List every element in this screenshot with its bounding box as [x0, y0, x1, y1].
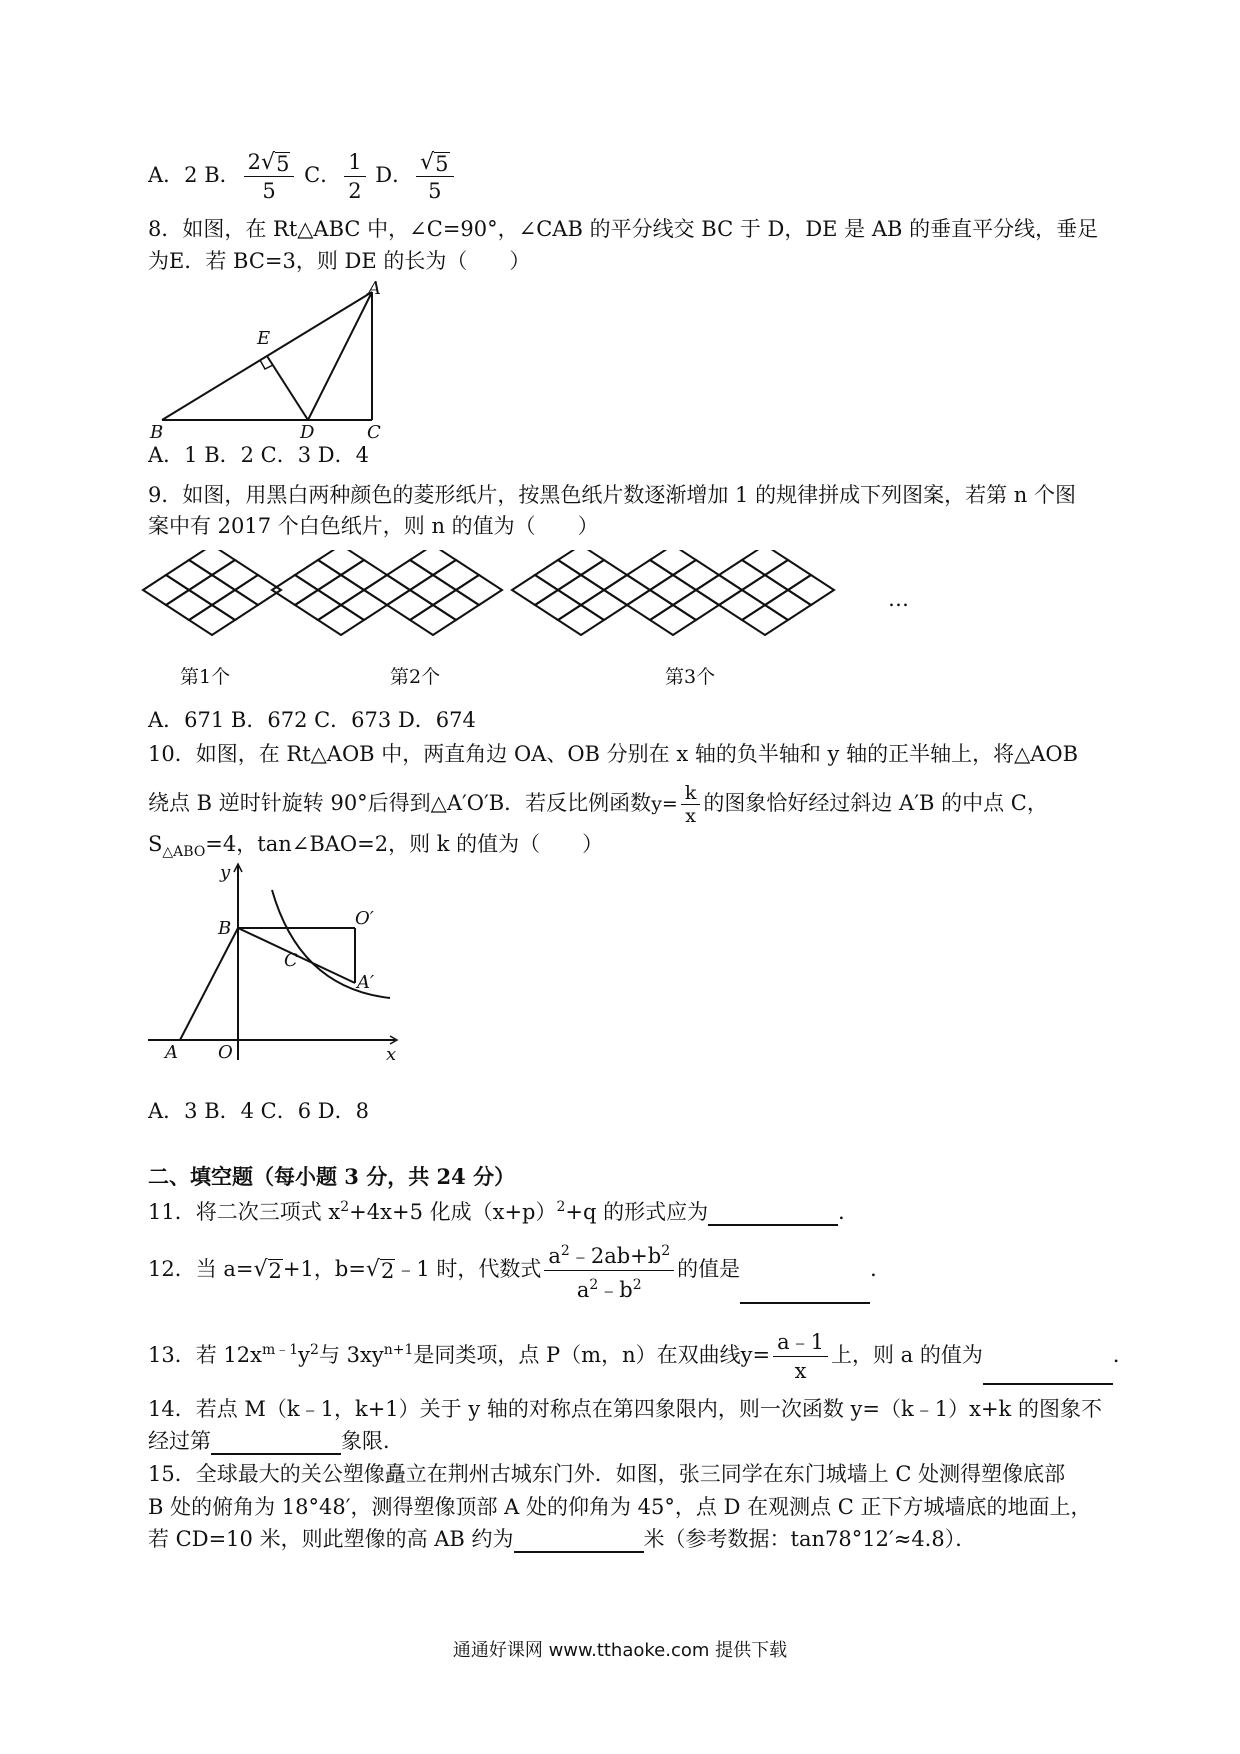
p3-rhombus: [765, 560, 811, 590]
p3-rhombus: [673, 560, 719, 590]
q10-options: A．3 B．4 C．6 D．8: [148, 1099, 369, 1123]
p3-rhombus: [650, 550, 696, 575]
p3-rhombus: [742, 575, 788, 605]
p3-rhombus: [558, 575, 604, 605]
p3-rhombus: [650, 605, 696, 635]
q11: 11．将二次三项式 $x^2+4x+5$ 化成$(x+p)^2+q$ 的形式应为 ．: [148, 1199, 860, 1224]
q7-option-a: A．2: [148, 163, 198, 187]
q8-label-d: D: [300, 422, 315, 440]
q10-label-x: x: [386, 1044, 397, 1065]
p1-rhombus: [143, 575, 189, 605]
p3-rhombus: [696, 575, 742, 605]
q10-line2: 绕点 B 逆时针旋转 90°后得到△A′O′B．若反比例函数y= $\frac{k}{x}$ 的图象恰好经过斜边 A′B 的中点 C，: [148, 782, 1048, 827]
p2-rhombus: [410, 605, 456, 635]
q15-line3: 若 CD=10 米，则此塑像的高 AB 约为 米（参考数据：tan78°12′≈4.8）．: [148, 1527, 977, 1551]
q10-k-over-x: $\frac{k}{x}$: [681, 782, 701, 827]
q9-caption-1: 第1个: [180, 666, 231, 688]
p3-rhombus: [788, 575, 834, 605]
q8-label-e: E: [257, 328, 271, 349]
q13-hyperbola-fraction: $\frac{a﹣1}{x}$: [773, 1328, 828, 1385]
p3-rhombus: [742, 605, 788, 635]
p3-rhombus: [558, 605, 604, 635]
p1-rhombus: [212, 560, 258, 590]
p2-rhombus: [272, 575, 318, 605]
p2-rhombus: [433, 590, 479, 620]
q7-options: [148, 148, 457, 205]
p2-rhombus: [295, 560, 341, 590]
p3-rhombus: [535, 560, 581, 590]
section2-heading: 二、填空题（每小题 3 分，共 24 分）: [148, 1164, 516, 1189]
p2-rhombus: [387, 560, 433, 590]
q7-option-b-fraction: 2 √ 5 5: [244, 148, 295, 205]
p2-rhombus: [410, 550, 456, 575]
q15-line2: B 处的俯角为 18°48′，测得塑像顶部 A 处的仰角为 45°，点 D 在观测点 C 正下方城墙底的地面上，: [148, 1495, 1092, 1519]
q9-line2: 案中有 2017 个白色纸片，则 n 的值为（ ）: [148, 514, 599, 538]
q7-option-d-label: D．: [375, 163, 414, 187]
footer: 通通好课网 www.tthaoke.com 提供下载: [452, 1640, 788, 1661]
q10-label-c: C: [284, 950, 298, 971]
q10-label-o-prime: O′: [355, 908, 374, 929]
p3-rhombus: [627, 560, 673, 590]
q11-answer-blank[interactable]: [708, 1202, 838, 1226]
q7-option-d-fraction: √ 5 5: [416, 148, 453, 205]
q8-triangle-figure: [140, 280, 400, 440]
q8-label-c: C: [367, 422, 381, 440]
p2-rhombus: [318, 575, 364, 605]
p2-rhombus: [341, 590, 387, 620]
p3-rhombus: [719, 560, 765, 590]
p2-rhombus: [318, 550, 364, 575]
p1-rhombus: [166, 590, 212, 620]
q8-label-a: A: [368, 280, 381, 299]
p2-rhombus: [318, 605, 364, 635]
p2-rhombus: [456, 575, 502, 605]
q12: 12．当 a= √ 2 +1，b= √ 2 ﹣1 时，代数式 $\frac{a^2﹣2ab+b^2}{a^2﹣b^2}$ 的值是 ．: [148, 1237, 891, 1304]
q10-label-a-prime: A′: [357, 972, 375, 993]
q7-option-b-label: B．: [204, 163, 241, 187]
q9-ellipsis: …: [888, 587, 909, 611]
q13-answer-blank[interactable]: [983, 1361, 1113, 1385]
p1-rhombus: [212, 590, 258, 620]
q9-caption-2: 第2个: [390, 666, 441, 688]
p1-rhombus: [235, 575, 281, 605]
p3-rhombus: [765, 590, 811, 620]
q12-answer-blank[interactable]: [740, 1280, 870, 1304]
q8-line2: 为E．若 BC=3，则 DE 的长为（ ）: [148, 249, 531, 273]
q10-line3: $S_{\triangle ABO}=4$，tan∠BAO=2，则 k 的值为（ ）: [148, 832, 604, 861]
p3-rhombus: [581, 560, 627, 590]
p3-rhombus: [719, 590, 765, 620]
p1-rhombus: [189, 605, 235, 635]
q10-line1: 10．如图，在 Rt△AOB 中，两直角边 OA、OB 分别在 x 轴的负半轴和 y 轴的正半轴上，将△AOB: [148, 742, 1079, 766]
q13: 13．若 $12x^{m﹣1}y^2$与 $3xy^{n+1}$是同类项，点 P（m，n）在双曲线y= $\frac{a﹣1}{x}$ 上，则 a 的值为 ．: [148, 1330, 1134, 1383]
q8-options: A．1 B．2 C．3 D．4: [148, 443, 369, 467]
q10-coordinate-figure: [140, 860, 420, 1070]
p3-rhombus: [581, 590, 627, 620]
q14-line2: 经过第 象限．: [148, 1429, 404, 1453]
q10-label-o: O: [218, 1042, 233, 1063]
q15-answer-blank[interactable]: [514, 1529, 644, 1553]
q8-label-b: B: [150, 422, 164, 440]
p3-rhombus: [650, 575, 696, 605]
p2-rhombus: [295, 590, 341, 620]
p1-rhombus: [166, 560, 212, 590]
p2-rhombus: [364, 575, 410, 605]
q10-label-a: A: [165, 1042, 178, 1063]
q9-line1: 9．如图，用黑白两种颜色的菱形纸片，按黑色纸片数逐渐增加 1 的规律拼成下列图案，若第 n 个图: [148, 483, 1076, 507]
q7-option-c-label: C．: [304, 163, 342, 187]
p3-rhombus: [742, 550, 788, 575]
p3-rhombus: [673, 590, 719, 620]
p2-rhombus: [387, 590, 433, 620]
p3-rhombus: [604, 575, 650, 605]
q12-expression-fraction: $\frac{a^2﹣2ab+b^2}{a^2﹣b^2}$: [544, 1237, 674, 1304]
q14-line1: 14．若点 M（k﹣1，k+1）关于 y 轴的对称点在第四象限内，则一次函数 y=（k﹣1）x+k 的图象不: [148, 1397, 1102, 1421]
p2-rhombus: [341, 560, 387, 590]
p3-rhombus: [535, 590, 581, 620]
p2-rhombus: [410, 575, 456, 605]
p1-rhombus: [189, 550, 235, 575]
q9-rhombus-patterns: [140, 550, 940, 695]
q8-line1: 8．如图，在 Rt△ABC 中，∠C=90°，∠CAB 的平分线交 BC 于 D，DE 是 AB 的垂直平分线，垂足: [148, 217, 1099, 241]
q9-options: A．671 B．672 C．673 D．674: [148, 708, 476, 732]
q9-caption-3: 第3个: [665, 666, 716, 688]
p1-rhombus: [189, 575, 235, 605]
q15-line1: 15．全球最大的关公塑像矗立在荆州古城东门外．如图，张三同学在东门城墙上 C 处测得塑像底部: [148, 1462, 1066, 1486]
p3-rhombus: [627, 590, 673, 620]
q7-option-c-fraction: $\frac{1}{2}$: [344, 148, 365, 205]
p3-rhombus: [558, 550, 604, 575]
q10-label-b: B: [218, 918, 232, 939]
p3-rhombus: [512, 575, 558, 605]
q14-answer-blank[interactable]: [211, 1431, 341, 1455]
p2-rhombus: [433, 560, 479, 590]
q10-label-y: y: [220, 862, 231, 883]
